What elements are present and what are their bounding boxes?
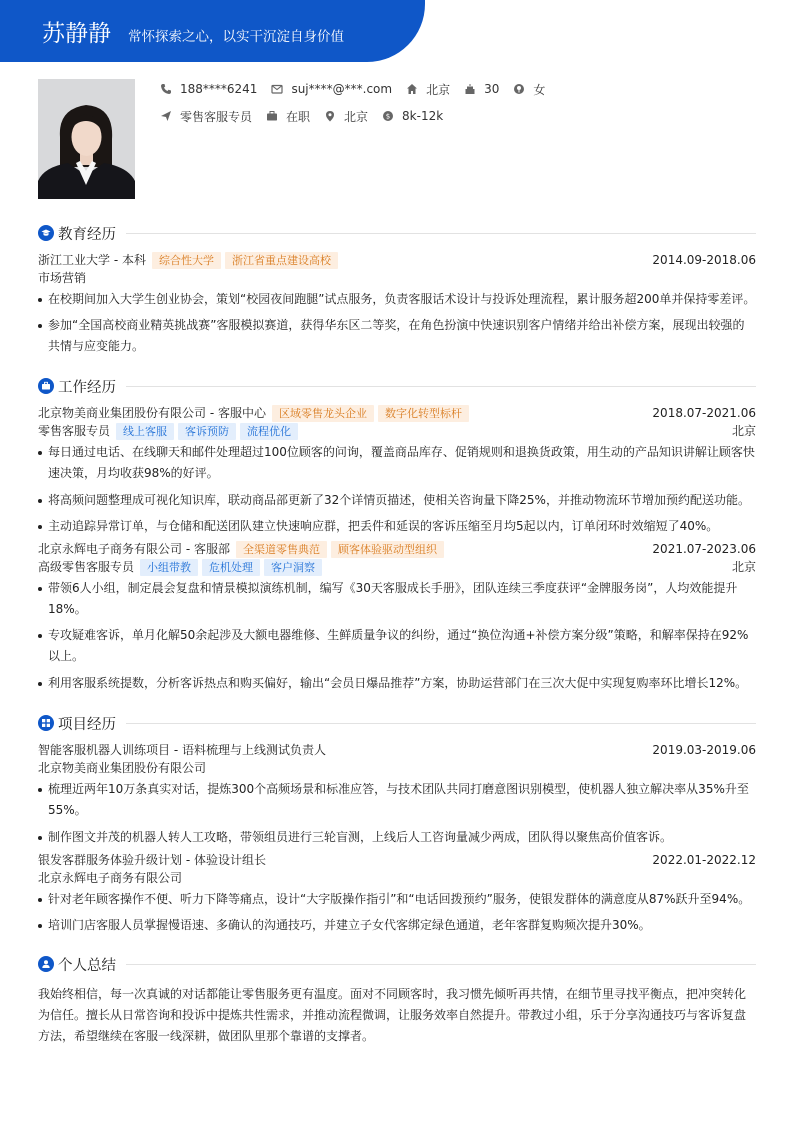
job-company-row: [38, 404, 756, 422]
job-bullet: 每日通过电话、在线聊天和邮件处理超过100位顾客的问询，覆盖商品库存、促销规则和退换货政策，用生动的产品知识讲解让顾客快速决策，月均收获98%的好评。: [38, 442, 756, 484]
work-heading: 工作经历: [58, 379, 116, 396]
contact-row-1: [160, 80, 559, 98]
project-bullet: 梳理近两年10万条真实对话，提炼300个高频场景和标准应答，与技术团队共同打磨意图识别模型，使机器人独立解决率从35%升至55%。: [38, 779, 756, 821]
education-major-row: [38, 269, 756, 287]
project-title-row: [38, 851, 756, 869]
gender-value: 女: [533, 82, 546, 97]
section-divider: [126, 723, 756, 724]
role-tag: 客户洞察: [264, 559, 322, 576]
home-icon: [406, 83, 418, 95]
job-role: 高级零售客服专员: [38, 560, 135, 574]
grid-icon: [38, 715, 54, 731]
job-bullet: 将高频问题整理成可视化知识库，联动商品部更新了32个详情页描述，使相关咨询量下降25%，并推动物流环节增加预约配送功能。: [38, 490, 756, 511]
money-icon: [382, 110, 394, 122]
major: 市场营销: [38, 271, 87, 285]
job-bullet: 主动追踪异常订单，与仓储和配送团队建立快速响应群，把丢件和延误的客诉压缩至月均5起以内，订单闭环时效缩短了40%。: [38, 516, 756, 537]
phone-value: 188****6241: [180, 82, 258, 96]
job-city: 北京: [731, 424, 756, 438]
gender-icon: [513, 83, 525, 95]
job-city: 北京: [731, 560, 756, 574]
education-heading: 教育经历: [58, 226, 116, 243]
projects-heading: 项目经历: [58, 716, 116, 733]
summary-heading: 个人总结: [58, 957, 116, 974]
section-divider: [126, 233, 756, 234]
summary-text: 我始终相信，每一次真诚的对话都能让零售服务更有温度。面对不同顾客时，我习惯先倾听再共情，在细节里寻找平衡点，把冲突转化为信任。擅长从日常咨询和投诉中提炼共性需求，并推动流程微调，让服务效率自然提升。带教过小组，乐于分享沟通技巧与客诉复盘方法，希望继续在客服一线深耕，做团队里那个靠谱的支撑者。: [38, 987, 747, 1043]
project-org: 北京物美商业集团股份有限公司: [38, 761, 207, 775]
company-name: 北京永辉电子商务有限公司 - 客服部: [38, 542, 230, 556]
graduation-cap-icon: [38, 225, 54, 241]
project-name: 智能客服机器人训练项目 - 语料梳理与上线测试负责人: [38, 743, 326, 757]
job-company-row: [38, 540, 756, 558]
phone-icon: [160, 83, 172, 95]
project-org-row: [38, 869, 756, 887]
project-bullet: 制作图文并茂的机器人转人工攻略，带领组员进行三轮盲测，上线后人工咨询量减少两成，团队得以聚焦高价值客诉。: [38, 827, 756, 848]
position-value: 零售客服专员: [180, 109, 253, 124]
project-org: 北京永辉电子商务有限公司: [38, 871, 183, 885]
job-role-row: [38, 558, 756, 576]
project-bullet: 培训门店客服人员掌握慢语速、多确认的沟通技巧，并建立子女代客绑定绿色通道，老年客群复购频次提升30%。: [38, 915, 756, 936]
job-role: 零售客服专员: [38, 424, 111, 438]
role-tag: 危机处理: [202, 559, 260, 576]
education-school-row: [38, 251, 756, 269]
status-item: [266, 108, 310, 125]
email-item: [271, 82, 392, 96]
education-section-title: [38, 223, 756, 243]
job-period: 2021.07-2023.06: [652, 542, 756, 556]
status-value: 在职: [286, 109, 311, 124]
candidate-name: 苏静静: [42, 21, 111, 47]
projects-section-title: [38, 713, 756, 733]
project-bullet: 针对老年顾客操作不便、听力下降等痛点，设计“大字版操作指引”和“电话回拨预约”服务，使银发群体的满意度从87%跃升至94%。: [38, 889, 756, 910]
location-item: [406, 81, 450, 98]
position-item: [160, 108, 252, 125]
role-tag: 小组带教: [140, 559, 198, 576]
target-city-value: 北京: [344, 109, 369, 124]
education-bullet: 在校期间加入大学生创业协会，策划“校园夜间跑腿”试点服务，负责客服话术设计与投诉处理流程，累计服务超200单并保持零差评。: [38, 289, 756, 310]
user-icon: [38, 956, 54, 972]
education-bullet: 参加“全国高校商业精英挑战赛”客服模拟赛道，获得华东区二等奖，在角色扮演中快速识别客户情绪并给出补偿方案，展现出较强的共情与应变能力。: [38, 315, 756, 357]
section-divider: [126, 386, 756, 387]
job-role-row: [38, 422, 756, 440]
project-org-row: [38, 759, 756, 777]
job-bullet: 带领6人小组，制定晨会复盘和情景模拟演练机制，编写《30天客服成长手册》，团队连续三季度获评“金牌服务岗”，人均效能提升18%。: [38, 578, 756, 620]
phone-item: [160, 82, 257, 96]
education-period: 2014.09-2018.06: [652, 253, 756, 267]
work-section-title: [38, 376, 756, 396]
role-tag: 流程优化: [240, 423, 298, 440]
summary-section-title: [38, 954, 756, 974]
svg-text:$: $: [385, 112, 391, 121]
age-value: 30: [484, 82, 500, 96]
company-tag: 区域零售龙头企业: [272, 405, 374, 422]
project-period: 2022.01-2022.12: [652, 853, 756, 867]
age-item: [464, 82, 499, 96]
mail-icon: [271, 83, 283, 95]
salary-item: [382, 109, 443, 123]
company-tag: 全渠道零售典范: [236, 541, 327, 558]
briefcase-icon: [38, 378, 54, 394]
school-tag: 综合性大学: [152, 252, 221, 269]
company-name: 北京物美商业集团股份有限公司 - 客服中心: [38, 406, 266, 420]
email-value: suj****@***.com: [291, 82, 393, 96]
job-bullet: 专攻疑难客诉，单月化解50余起涉及大额电器维修、生鲜质量争议的纠纷，通过“换位沟通+补偿方案分级”策略，和解率保持在92%以上。: [38, 625, 756, 667]
profile-photo: [38, 79, 135, 199]
role-tag: 线上客服: [116, 423, 174, 440]
salary-value: 8k-12k: [402, 109, 444, 123]
job-bullet: 利用客服系统提数，分析客诉热点和购买偏好，输出“会员日爆品推荐”方案，协助运营部门在三次大促中实现复购率环比增长12%。: [38, 673, 756, 694]
contact-row-2: [160, 107, 457, 125]
gender-item: [513, 81, 545, 98]
target-city-item: [324, 108, 368, 125]
briefcase-icon: [266, 110, 278, 122]
role-tag: 客诉预防: [178, 423, 236, 440]
cake-icon: [464, 83, 476, 95]
company-tag: 数字化转型标杆: [378, 405, 469, 422]
school-name: 浙江工业大学 - 本科: [38, 253, 146, 267]
company-tag: 顾客体验驱动型组织: [331, 541, 444, 558]
location-value: 北京: [426, 82, 451, 97]
project-name: 银发客群服务体验升级计划 - 体验设计组长: [38, 853, 266, 867]
job-period: 2018.07-2021.06: [652, 406, 756, 420]
school-tag: 浙江省重点建设高校: [225, 252, 338, 269]
section-divider: [126, 964, 756, 965]
map-pin-icon: [324, 110, 336, 122]
candidate-motto: 常怀探索之心，以实干沉淀自身价值: [128, 29, 344, 45]
project-period: 2019.03-2019.06: [652, 743, 756, 757]
send-icon: [160, 110, 172, 122]
project-title-row: [38, 741, 756, 759]
